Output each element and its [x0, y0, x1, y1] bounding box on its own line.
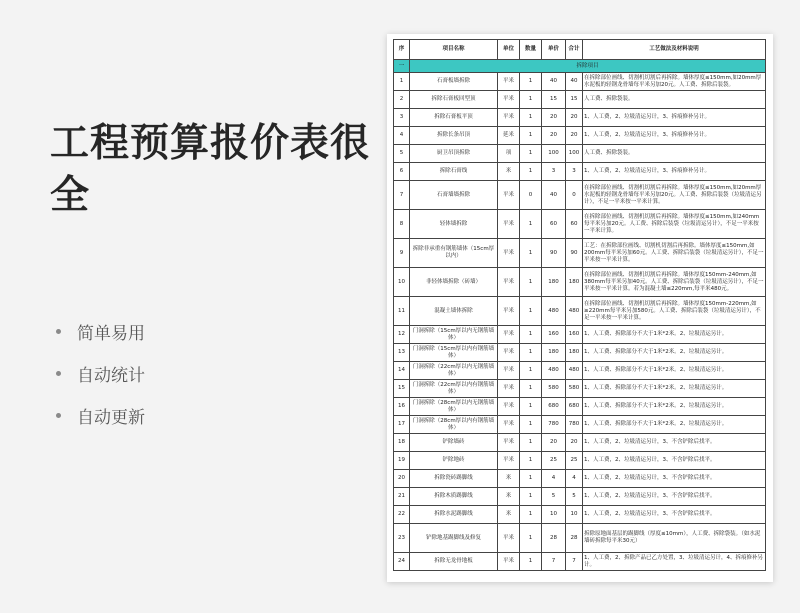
- total-cell: 4: [566, 470, 583, 488]
- quantity-cell: 1: [520, 297, 542, 326]
- quantity-cell: 1: [520, 91, 542, 109]
- item-name-cell: 门洞拆除（28cm厚以内无钢筋墙体）: [410, 398, 498, 416]
- item-name-cell: 拆除石膏板平顶: [410, 109, 498, 127]
- item-name-cell: 拆除长条吊顶: [410, 127, 498, 145]
- table-row: [394, 524, 766, 553]
- column-header: 合计: [566, 40, 583, 60]
- table-header-row: [394, 40, 766, 60]
- column-header: 工艺做法及材料说明: [583, 40, 766, 60]
- item-name-cell: 铲除地砖: [410, 452, 498, 470]
- row-number-cell: 17: [394, 416, 410, 434]
- table-row: [394, 434, 766, 452]
- item-name-cell: 门洞拆除（15cm厚以内有钢筋墙体）: [410, 344, 498, 362]
- unit-price-cell: 10: [542, 506, 566, 524]
- unit-price-cell: 160: [542, 326, 566, 344]
- row-number-cell: 16: [394, 398, 410, 416]
- item-name-cell: 石膏板墙拆除: [410, 73, 498, 91]
- unit-cell: 平米: [498, 452, 520, 470]
- unit-price-cell: 180: [542, 268, 566, 297]
- feature-item: [56, 352, 145, 394]
- feature-label: 自动更新: [77, 407, 145, 428]
- item-name-cell: 厨卫吊顶拆除: [410, 145, 498, 163]
- unit-cell: 平米: [498, 210, 520, 239]
- item-name-cell: 混凝土墙体拆除: [410, 297, 498, 326]
- section-index: 一: [394, 60, 410, 73]
- row-number-cell: 19: [394, 452, 410, 470]
- description-cell: 1、人工费，2、垃圾清运另计，3、拆痕修补另计。: [583, 127, 766, 145]
- item-name-cell: 轻体墙拆除: [410, 210, 498, 239]
- table-row: [394, 297, 766, 326]
- unit-price-cell: 100: [542, 145, 566, 163]
- description-cell: 1、人工费，2、垃圾清运另计，3、拆痕修补另计。: [583, 109, 766, 127]
- item-name-cell: 石膏墙墙拆除: [410, 181, 498, 210]
- row-number-cell: 15: [394, 380, 410, 398]
- section-name: 拆除项目: [410, 60, 766, 73]
- total-cell: 90: [566, 239, 583, 268]
- unit-price-cell: 5: [542, 488, 566, 506]
- quantity-cell: 1: [520, 452, 542, 470]
- description-cell: 拆除原地面基层的踢脚线（厚度≤10mm），人工费、拆除袋装。（如水泥墙砖拆除每平米30元）: [583, 524, 766, 553]
- unit-price-cell: 780: [542, 416, 566, 434]
- total-cell: 25: [566, 452, 583, 470]
- table-row: [394, 239, 766, 268]
- quantity-cell: 1: [520, 506, 542, 524]
- description-cell: 在拆除部位画线、切割机切割后再拆除。墙体厚度150mm-220mm,如≥220mm每平米另加580元。人工费、拆除后装袋（垃圾清运另计），不足一平米按一平米计算。: [583, 297, 766, 326]
- bullet-icon: [56, 329, 61, 334]
- table-row: [394, 127, 766, 145]
- item-name-cell: 拆除瓷砖踢脚线: [410, 470, 498, 488]
- total-cell: 5: [566, 488, 583, 506]
- item-name-cell: 拆除无龙骨地板: [410, 553, 498, 571]
- row-number-cell: 6: [394, 163, 410, 181]
- feature-label: 自动统计: [77, 365, 145, 386]
- unit-cell: 米: [498, 488, 520, 506]
- description-cell: 人工费、拆除袋装。: [583, 91, 766, 109]
- description-cell: 1、人工费，2、垃圾清运另计，3、不含铲除后找平。: [583, 434, 766, 452]
- quantity-cell: 1: [520, 239, 542, 268]
- row-number-cell: 14: [394, 362, 410, 380]
- description-cell: 工艺：在拆除部位画线、切割机切割后再拆除。墙体厚度≤150mm,如200mm每平米另加60元。人工费、拆除后装袋（垃圾清运另计），不足一平米按一平米计算。: [583, 239, 766, 268]
- table-row: [394, 181, 766, 210]
- total-cell: 7: [566, 553, 583, 571]
- unit-cell: 平米: [498, 416, 520, 434]
- unit-cell: 平米: [498, 239, 520, 268]
- unit-price-cell: 480: [542, 297, 566, 326]
- quantity-cell: 1: [520, 380, 542, 398]
- total-cell: 780: [566, 416, 583, 434]
- feature-item: [56, 394, 145, 436]
- row-number-cell: 23: [394, 524, 410, 553]
- description-cell: 1、人工费、拆除部分不大于1米*2米。2、垃圾清运另计。: [583, 380, 766, 398]
- total-cell: 180: [566, 268, 583, 297]
- unit-price-cell: 40: [542, 73, 566, 91]
- item-name-cell: 拆除木质踢脚线: [410, 488, 498, 506]
- table-row: [394, 452, 766, 470]
- total-cell: 20: [566, 434, 583, 452]
- unit-price-cell: 180: [542, 344, 566, 362]
- quantity-cell: 1: [520, 362, 542, 380]
- item-name-cell: 铲除墙砖: [410, 434, 498, 452]
- budget-table: [393, 39, 766, 571]
- unit-price-cell: 15: [542, 91, 566, 109]
- description-cell: 在拆除部位画线、切割机切割后再拆除。墙体厚度≤150mm,如20mm厚水泥板的轻钢龙骨墙每平米另加20元。人工费、拆除后装袋（垃圾清运另计），不足一平米按一平米计算。: [583, 181, 766, 210]
- description-cell: 1、人工费、拆除部分不大于1米*2米。2、垃圾清运另计。: [583, 344, 766, 362]
- unit-cell: 平米: [498, 297, 520, 326]
- description-cell: 1、人工费、拆除部分不大于1米*2米。2、垃圾清运另计。: [583, 362, 766, 380]
- quantity-cell: 1: [520, 268, 542, 297]
- total-cell: 480: [566, 362, 583, 380]
- column-header: 序: [394, 40, 410, 60]
- unit-price-cell: 580: [542, 380, 566, 398]
- quantity-cell: 1: [520, 398, 542, 416]
- item-name-cell: 铲除地基踢脚线及修复: [410, 524, 498, 553]
- bullet-icon: [56, 371, 61, 376]
- item-name-cell: 非轻体墙拆除（砖墙）: [410, 268, 498, 297]
- quantity-cell: 1: [520, 145, 542, 163]
- total-cell: 680: [566, 398, 583, 416]
- table-row: [394, 416, 766, 434]
- total-cell: 60: [566, 210, 583, 239]
- item-name-cell: 拆除非承重有钢筋墙体（15cm厚以内）: [410, 239, 498, 268]
- total-cell: 3: [566, 163, 583, 181]
- unit-price-cell: 4: [542, 470, 566, 488]
- description-cell: 1、人工费，2、垃圾清运另计，3、不含铲除后找平。: [583, 452, 766, 470]
- item-name-cell: 拆除石膏线: [410, 163, 498, 181]
- unit-price-cell: 20: [542, 127, 566, 145]
- table-row: [394, 109, 766, 127]
- table-row: [394, 470, 766, 488]
- description-cell: 1、人工费，2、垃圾清运另计，3、不含铲除后找平。: [583, 488, 766, 506]
- row-number-cell: 18: [394, 434, 410, 452]
- unit-price-cell: 28: [542, 524, 566, 553]
- column-header: 项目名称: [410, 40, 498, 60]
- section-row: [394, 60, 766, 73]
- description-cell: 在拆除部位画线、切割机切割后再拆除。墙体厚度150mm-240mm,如380mm每平米另加40元。人工费、拆除后装袋（垃圾清运另计），不足一平米按一平米计算。若为混凝土墙≤220mm,每平米480元。: [583, 268, 766, 297]
- row-number-cell: 8: [394, 210, 410, 239]
- description-cell: 1、人工费、拆除部分不大于1米*2米。2、垃圾清运另计。: [583, 398, 766, 416]
- unit-price-cell: 25: [542, 452, 566, 470]
- quantity-cell: 1: [520, 326, 542, 344]
- table-row: [394, 163, 766, 181]
- unit-price-cell: 40: [542, 181, 566, 210]
- row-number-cell: 24: [394, 553, 410, 571]
- description-cell: 1、人工费，2、垃圾清运另计，3、不含铲除后找平。: [583, 470, 766, 488]
- bullet-icon: [56, 413, 61, 418]
- table-row: [394, 91, 766, 109]
- unit-price-cell: 60: [542, 210, 566, 239]
- quantity-cell: 1: [520, 488, 542, 506]
- total-cell: 0: [566, 181, 583, 210]
- row-number-cell: 9: [394, 239, 410, 268]
- unit-cell: 米: [498, 163, 520, 181]
- quantity-cell: 1: [520, 163, 542, 181]
- unit-cell: 米: [498, 470, 520, 488]
- total-cell: 15: [566, 91, 583, 109]
- row-number-cell: 2: [394, 91, 410, 109]
- unit-cell: 平米: [498, 362, 520, 380]
- row-number-cell: 21: [394, 488, 410, 506]
- table-row: [394, 268, 766, 297]
- quantity-cell: 1: [520, 434, 542, 452]
- table-row: [394, 73, 766, 91]
- unit-cell: 平米: [498, 181, 520, 210]
- unit-cell: 平米: [498, 553, 520, 571]
- table-row: [394, 506, 766, 524]
- row-number-cell: 7: [394, 181, 410, 210]
- unit-cell: 平米: [498, 344, 520, 362]
- description-cell: 1、人工费，2、垃圾清运另计，3、拆痕修补另计。: [583, 163, 766, 181]
- description-cell: 在拆除部位画线、切割机切割后再拆除。墙体厚度≤150mm,如240mm每平米另加20元。人工费、拆除后装袋（垃圾清运另计），不足一平米按一平米计算。: [583, 210, 766, 239]
- table-row: [394, 553, 766, 571]
- description-cell: 1、人工费，2、拆除产品已乙方处置，3、垃圾清运另计，4、拆痕修补另计。: [583, 553, 766, 571]
- unit-price-cell: 7: [542, 553, 566, 571]
- row-number-cell: 13: [394, 344, 410, 362]
- unit-cell: 平米: [498, 434, 520, 452]
- unit-cell: 米: [498, 506, 520, 524]
- table-row: [394, 326, 766, 344]
- description-cell: 在拆除部位画线、切割机切割后再拆除。墙体厚度≤150mm,如20mm厚水泥板的轻钢龙骨墙每平米另加20元。人工费、拆除后装袋。: [583, 73, 766, 91]
- quantity-cell: 1: [520, 344, 542, 362]
- feature-list: [56, 310, 145, 436]
- unit-cell: 平米: [498, 326, 520, 344]
- item-name-cell: 门洞拆除（22cm厚以内有钢筋墙体）: [410, 380, 498, 398]
- unit-price-cell: 680: [542, 398, 566, 416]
- table-row: [394, 344, 766, 362]
- unit-cell: 延米: [498, 127, 520, 145]
- total-cell: 180: [566, 344, 583, 362]
- unit-price-cell: 20: [542, 434, 566, 452]
- unit-price-cell: 3: [542, 163, 566, 181]
- quantity-cell: 1: [520, 524, 542, 553]
- unit-cell: 平米: [498, 91, 520, 109]
- item-name-cell: 拆除水泥踢脚线: [410, 506, 498, 524]
- description-cell: 1、人工费，2、垃圾清运另计，3、不含铲除后找平。: [583, 506, 766, 524]
- total-cell: 580: [566, 380, 583, 398]
- total-cell: 480: [566, 297, 583, 326]
- unit-price-cell: 20: [542, 109, 566, 127]
- row-number-cell: 11: [394, 297, 410, 326]
- unit-cell: 平米: [498, 73, 520, 91]
- quantity-cell: 1: [520, 416, 542, 434]
- quantity-cell: 1: [520, 553, 542, 571]
- description-cell: 1、人工费、拆除部分不大于1米*2米。2、垃圾清运另计。: [583, 326, 766, 344]
- unit-cell: 平米: [498, 268, 520, 297]
- column-header: 单价: [542, 40, 566, 60]
- unit-cell: 平米: [498, 524, 520, 553]
- spreadsheet-preview: [387, 34, 773, 582]
- item-name-cell: 门洞拆除（22cm厚以内无钢筋墙体）: [410, 362, 498, 380]
- feature-item: [56, 310, 145, 352]
- total-cell: 100: [566, 145, 583, 163]
- table-row: [394, 488, 766, 506]
- unit-cell: 平米: [498, 109, 520, 127]
- page-title: 工程预算报价表很全: [50, 121, 371, 218]
- item-name-cell: 门洞拆除（28cm厚以内有钢筋墙体）: [410, 416, 498, 434]
- row-number-cell: 12: [394, 326, 410, 344]
- row-number-cell: 1: [394, 73, 410, 91]
- unit-cell: 平米: [498, 398, 520, 416]
- table-row: [394, 398, 766, 416]
- quantity-cell: 1: [520, 109, 542, 127]
- quantity-cell: 1: [520, 127, 542, 145]
- total-cell: 160: [566, 326, 583, 344]
- column-header: 单位: [498, 40, 520, 60]
- total-cell: 20: [566, 127, 583, 145]
- quantity-cell: 1: [520, 210, 542, 239]
- table-row: [394, 210, 766, 239]
- row-number-cell: 3: [394, 109, 410, 127]
- row-number-cell: 4: [394, 127, 410, 145]
- table-row: [394, 380, 766, 398]
- row-number-cell: 10: [394, 268, 410, 297]
- table-row: [394, 362, 766, 380]
- table-row: [394, 145, 766, 163]
- row-number-cell: 5: [394, 145, 410, 163]
- description-cell: 人工费、拆除袋装。: [583, 145, 766, 163]
- column-header: 数量: [520, 40, 542, 60]
- quantity-cell: 1: [520, 73, 542, 91]
- total-cell: 10: [566, 506, 583, 524]
- item-name-cell: 拆除石膏板回型顶: [410, 91, 498, 109]
- quantity-cell: 0: [520, 181, 542, 210]
- quantity-cell: 1: [520, 470, 542, 488]
- description-cell: 1、人工费、拆除部分不大于1米*2米。2、垃圾清运另计。: [583, 416, 766, 434]
- feature-label: 简单易用: [77, 323, 145, 344]
- unit-cell: 平米: [498, 380, 520, 398]
- unit-price-cell: 480: [542, 362, 566, 380]
- total-cell: 40: [566, 73, 583, 91]
- row-number-cell: 20: [394, 470, 410, 488]
- total-cell: 20: [566, 109, 583, 127]
- item-name-cell: 门洞拆除（15cm厚以内无钢筋墙体）: [410, 326, 498, 344]
- unit-price-cell: 90: [542, 239, 566, 268]
- unit-cell: 项: [498, 145, 520, 163]
- row-number-cell: 22: [394, 506, 410, 524]
- total-cell: 28: [566, 524, 583, 553]
